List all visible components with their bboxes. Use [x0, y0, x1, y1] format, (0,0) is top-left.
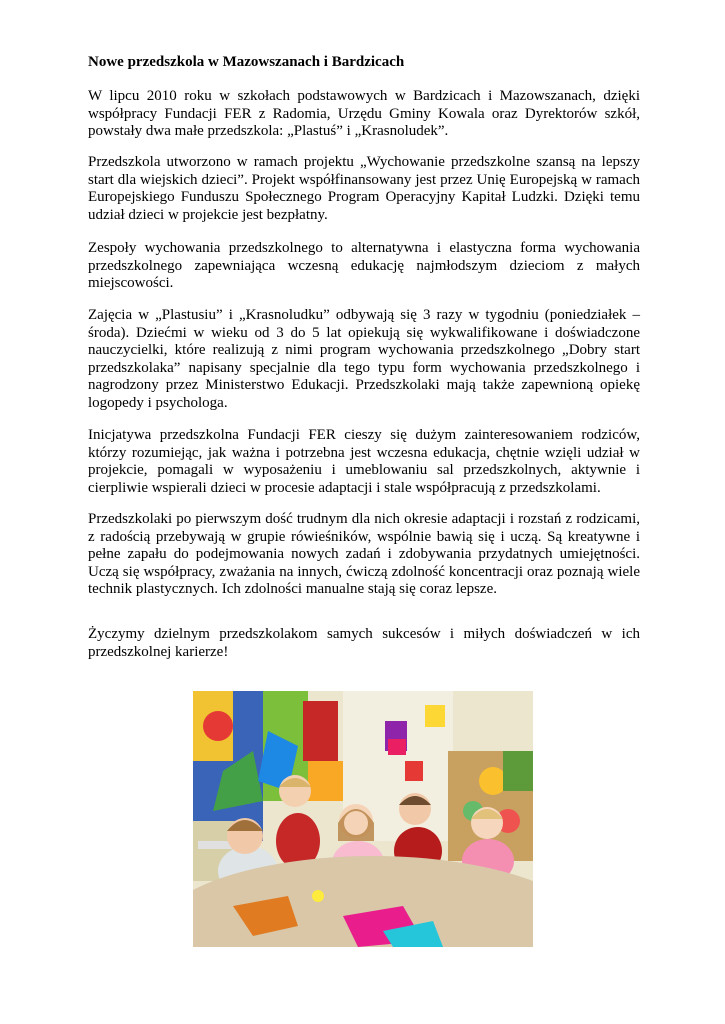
paragraph: Przedszkolaki po pierwszym dość trudnym dla nich okresie adaptacji i rozstań z rodzicami, z radością przebywają w grupie rówieśników, wspólnie bawią się i uczą. Są kreatywne i pełne zapału do podejmowania nowych zadań i zdobywania przydatnych umiejętności. Uczą się współpracy, zważania na innych, ćwiczą zdolność koncentracji oraz poznają wiele technik plastycznych. Ich zdolności manualne stają się coraz lepsze. — [88, 511, 640, 597]
paragraph: W lipcu 2010 roku w szkołach podstawowych w Bardzicach i Mazowszanach, dzięki współpracy Fundacji FER z Radomia, Urzędu Gminy Kowala oraz Dyrektorów szkół, powstały dwa małe przedszkola: „Plastuś” i „Krasnoludek”. — [88, 88, 640, 139]
preschool-children-photo — [193, 691, 533, 947]
paragraph: Życzymy dzielnym przedszkolakom samych sukcesów i miłych doświadczeń w ich przedszkolnej karierze! — [88, 626, 640, 660]
paragraph: Zespoły wychowania przedszkolnego to alternatywna i elastyczna forma wychowania przedszkolnego zapewniająca wczesną edukację najmłodszym dzieciom z małych miejscowości. — [88, 240, 640, 291]
paragraph: Zajęcia w „Plastusiu” i „Krasnoludku” odbywają się 3 razy w tygodniu (poniedziałek – środa). Dziećmi w wieku od 3 do 5 lat opiekują się wykwalifikowane i doświadczone nauczycielki, które realizują z nimi program wychowania przedszkolnego „Dobry start przedszkolaka” napisany specjalnie dla tego typu form wychowania przedszkolnego i nagrodzony przez Ministerstwo Edukacji. Przedszkolaki mają także zapewnioną opiekę logopedy i psychologa. — [88, 307, 640, 411]
paragraph: Inicjatywa przedszkolna Fundacji FER cieszy się dużym zainteresowaniem rodziców, którzy rozumiejąc, jak ważna i potrzebna jest wczesna edukacja, chętnie wzięli udział w projekcie, pomagali w wyposażeniu i umeblowaniu sal przedszkolnych, aktywnie i cierpliwie wspierali dzieci w procesie adaptacji i stale współpracują z przedszkolami. — [88, 427, 640, 496]
paragraph: Przedszkola utworzono w ramach projektu „Wychowanie przedszkolne szansą na lepszy start dla wiejskich dzieci”. Projekt współfinansowany jest przez Unię Europejską w ramach Europejskiego Funduszu Społecznego Program Operacyjny Kapitał Ludzki. Dzięki temu udział dzieci w projekcie jest bezpłatny. — [88, 154, 640, 223]
document-title: Nowe przedszkola w Mazowszanach i Bardzicach — [88, 54, 405, 70]
